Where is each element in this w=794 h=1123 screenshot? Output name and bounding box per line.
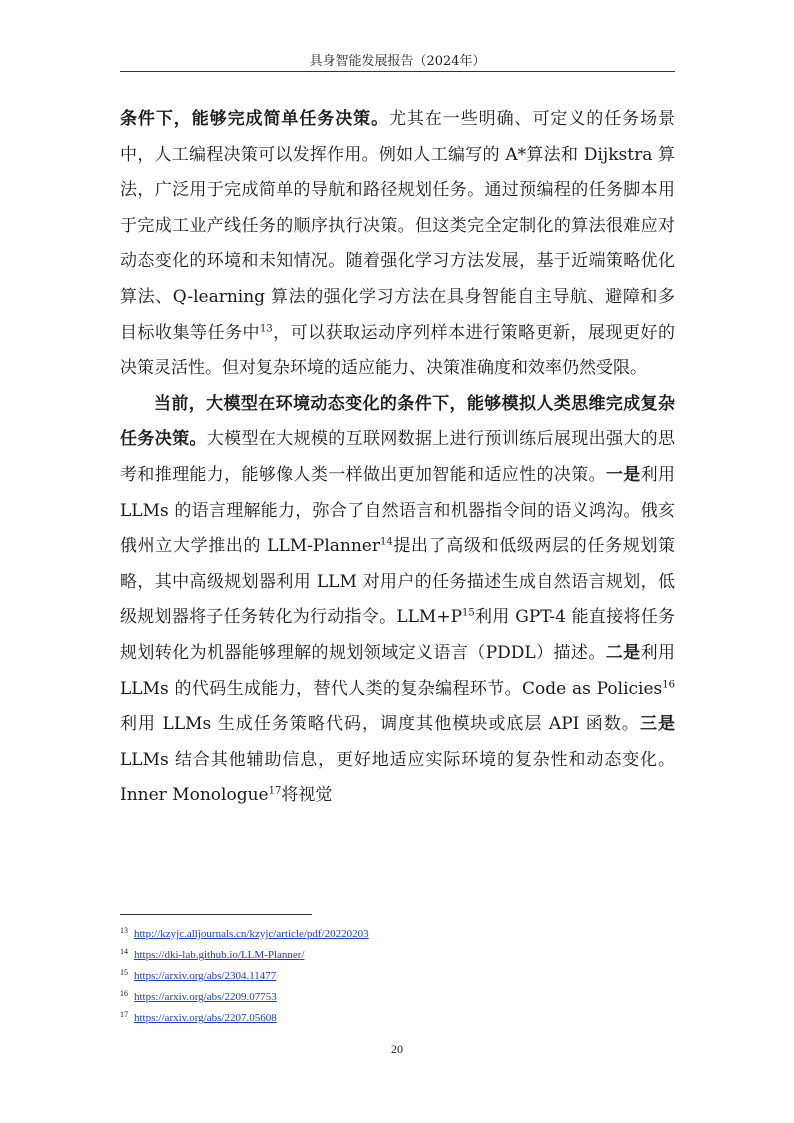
- footnotes: [120, 924, 675, 1029]
- paragraph-text: 利用 LLMs 的语言理解能力，弥合了自然语言和机器指令间的语义鸿沟。俄亥俄州立大学推出的 LLM-Planner: [120, 464, 676, 557]
- bold-marker-one: 一是: [605, 464, 641, 485]
- footnote-divider: [120, 914, 312, 915]
- footnote-number: 16: [120, 989, 128, 998]
- paragraph-text: 尤其在一些明确、可定义的任务场景中，人工编程决策可以发挥作用。例如人工编写的 A*算法和 Dijkstra 算法，广泛用于完成简单的导航和路径规划任务。通过预编程的任务脚本用于完成工业产线任务的顺序执行决策。但这类完全定制化的算法很难应对动态变化的环境和未知情况。随着强化学习方法发展，基于近端策略优化算法、Q-learning 算法的强化学习方法在具身智能自主导航、避障和多目标收集等任务中: [120, 109, 675, 343]
- footnote-item: [120, 1008, 675, 1029]
- footnote-ref-13[interactable]: 13: [259, 322, 273, 334]
- footnote-number: 13: [120, 926, 128, 935]
- footnote-item: [120, 987, 675, 1008]
- paragraph-text: 利用 GPT-4 能直接将任务规划转化为机器能够理解的规划领域定义语言（PDDL）描述。: [120, 607, 675, 663]
- footnote-ref-14[interactable]: 14: [380, 536, 393, 548]
- bold-marker-two: 二是: [605, 642, 641, 663]
- footnote-item: [120, 924, 675, 945]
- bold-phrase: 条件下，能够完成简单任务决策。: [120, 109, 389, 129]
- paragraph-text: 将视觉: [281, 785, 333, 806]
- footnote-ref-15[interactable]: 15: [462, 607, 475, 619]
- running-header: 具身智能发展报告（2024年）: [309, 54, 486, 69]
- paragraph-text: 提出了高级和低级两层的任务规划策略，其中高级规划器利用 LLM 对用户的任务描述生成自然语言规划，低级规划器将子任务转化为行动指令。LLM+P: [120, 536, 675, 628]
- paragraph-text: 利用 LLMs 的代码生成能力，替代人类的复杂编程环节。Code as Policies: [120, 642, 675, 699]
- footnote-number: 14: [120, 947, 128, 956]
- page-number: 20: [391, 1042, 403, 1056]
- footnote-item: [120, 945, 675, 966]
- footnote-link[interactable]: https://arxiv.org/abs/2209.07753: [134, 991, 277, 1003]
- footnote-item: [120, 966, 675, 987]
- footnote-link[interactable]: https://arxiv.org/abs/2304.11477: [134, 970, 277, 982]
- header-divider: [120, 71, 675, 72]
- paragraph-text: ，可以获取运动序列样本进行策略更新，展现更好的决策灵活性。但对复杂环境的适应能力、决策准确度和效率仍然受限。: [120, 322, 676, 379]
- footnote-link[interactable]: https://dki-lab.github.io/LLM-Planner/: [134, 949, 305, 961]
- paragraph-text: LLMs 结合其他辅助信息，更好地适应实际环境的复杂性和动态变化。Inner Monologue: [120, 749, 675, 806]
- footnote-number: 17: [120, 1010, 128, 1019]
- bold-marker-three: 三是: [639, 714, 675, 735]
- main-text: [120, 102, 675, 814]
- footnote-ref-17[interactable]: 17: [268, 785, 282, 797]
- bold-lead: 当前，大模型在环境动态变化的条件下，能够模拟人类思维完成复杂任务决策。: [120, 393, 675, 450]
- paragraph-text: 大模型在大规模的互联网数据上进行预训练后展现出强大的思考和推理能力，能够像人类一样做出更加智能和适应性的决策。: [120, 429, 676, 485]
- footnote-ref-16[interactable]: 16: [662, 678, 675, 690]
- paragraph-1: [120, 102, 675, 387]
- footnote-number: 15: [120, 968, 128, 977]
- footnote-link[interactable]: http://kzyjc.alljournals.cn/kzyjc/article/pdf/20220203: [134, 928, 369, 940]
- footnote-link[interactable]: https://arxiv.org/abs/2207.05608: [134, 1012, 277, 1024]
- paragraph-2: [120, 387, 675, 814]
- paragraph-text: 利用 LLMs 生成任务策略代码，调度其他模块或底层 API 函数。: [120, 714, 640, 735]
